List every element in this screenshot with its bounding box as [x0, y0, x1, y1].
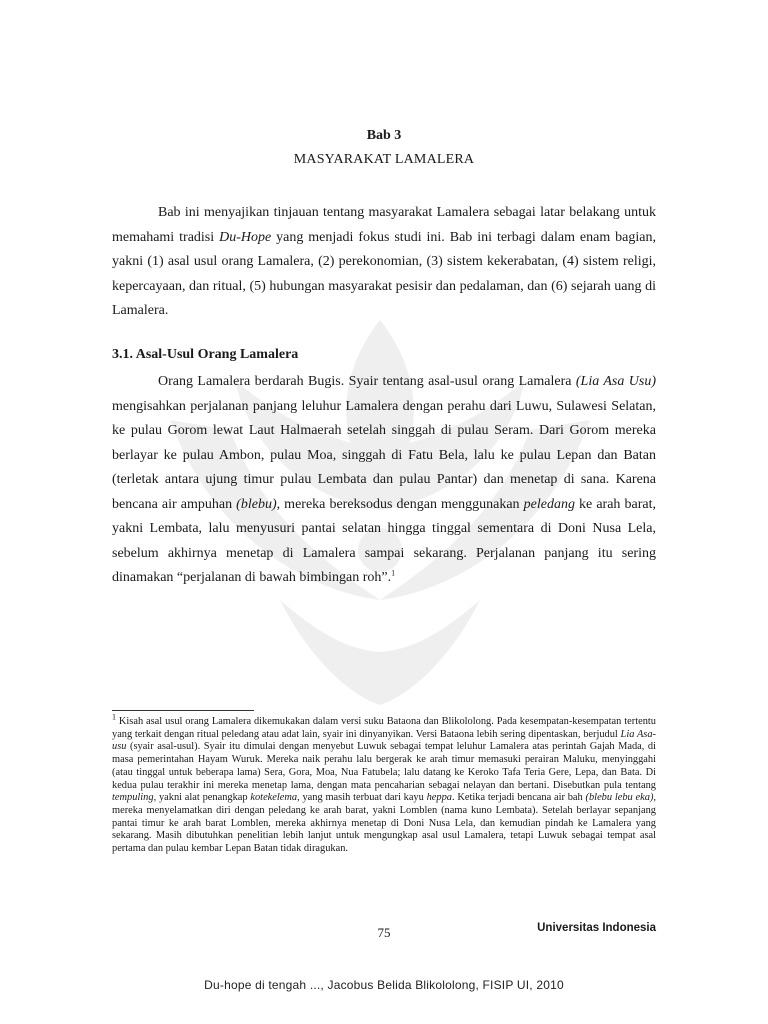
- document-credit: Du-hope di tengah ..., Jacobus Belida Blikololong, FISIP UI, 2010: [204, 978, 564, 992]
- footnote-reference[interactable]: 1: [391, 568, 396, 578]
- footnote-marker: 1: [112, 712, 116, 722]
- page-number: 75: [377, 925, 391, 940]
- university-label: Universitas Indonesia: [537, 922, 656, 934]
- intro-paragraph: Bab ini menyajikan tinjauan tentang masyarakat Lamalera sebagai latar belakang untuk memahami tradisi Du-Hope yang menjadi fokus studi ini. Bab ini terbagi dalam enam bagian, yakni (1) asal usul orang Lamalera, (2) perekonomian, (3) sistem kekerabatan, (4) sistem religi, kepercayaan, dan ritual, (5) hubungan masyarakat pesisir dan pedalaman, dan (6) sejarah uang di Lamalera.: [112, 205, 656, 318]
- chapter-number: Bab 3: [366, 128, 402, 143]
- footnote: $^1$ Kisah asal usul orang Lamalera dikemukakan dalam versi suku Bataona dan Blikololong. Pada kesempatan-kesempatan tertentu yang terkait dengan ritual peledang atau adat lain, syair ini dinyanyikan. Versi Bataona lebih sering dipentaskan, berjudul Lia Asa-usu (syair asal-usul). Syair itu dimulai dengan menyebut Luwuk sebagai tempat leluhur Lamalera atas perintah Gajah Mada, di masa pemerintahan Hayam Wuruk. Mereka naik perahu lalu bergerak ke arah timur memasuki perairan Maluku, menyinggahi (atau tinggal untuk beberapa lama) Sera, Gora, Moa, Nua Fatubela; lalu datang ke Keroko Tafa Teria Gere, Lepa, dan Bata. Di kedua pulau terakhir ini mereka menetap lama, dengan mata pencaharian sebagai nelayan dan bertani. Disebutkan pula tentang tempuling, yakni alat penangkap kotekelema, yang masih terbuat dari kayu heppa. Ketika terjadi bencana air bah (blebu lebu eka), mereka menyelamatkan diri dengan peledang ke arah barat, yakni Lomblen (nama kuno Lembata). Setelah berlayar sepanjang pantai timur ke arah barat Lomblen, mereka akhirnya menetap di Doni Nusa Lela, dan kemudian pindah ke Lamalera yang sekarang. Masih dibutuhkan penelitian lebih lanjut untuk mengungkap asal usul Lamalera, tetapi Luwuk sebagai tempat asal pertama dan pulau kembar Lepan Batan tidak diragukan.: [112, 712, 657, 855]
- section-heading: 3.1. Asal-Usul Orang Lamalera: [112, 347, 299, 362]
- chapter-title: MASYARAKAT LAMALERA: [293, 152, 475, 167]
- footnote-divider: [112, 710, 254, 711]
- section-paragraph: Orang Lamalera berdarah Bugis. Syair tentang asal-usul orang Lamalera (Lia Asa Usu) mengisahkan perjalanan panjang leluhur Lamalera dengan perahu dari Luwu, Sulawesi Selatan, ke pulau Gorom lewat Laut Halmaerah setelah singgah di pulau Seram. Dari Gorom mereka berlayar ke pulau Ambon, pulau Moa, singgah di Fatu Bela, lalu ke pulau Lepan dan Batan (terletak antara ujung timur pulau Lembata dan pulau Pantar) dan menetap di sana. Karena bencana air ampuhan (blebu), mereka bereksodus dengan menggunakan peledang ke arah barat, yakni Lembata, lalu menyusuri pantai selatan hingga tinggal sementara di Doni Nusa Lela, sebelum akhirnya menetap di Lamalera sampai sekarang. Perjalanan panjang itu sering dinamakan “perjalanan di bawah bimbingan roh”.$^1$: [112, 374, 656, 585]
